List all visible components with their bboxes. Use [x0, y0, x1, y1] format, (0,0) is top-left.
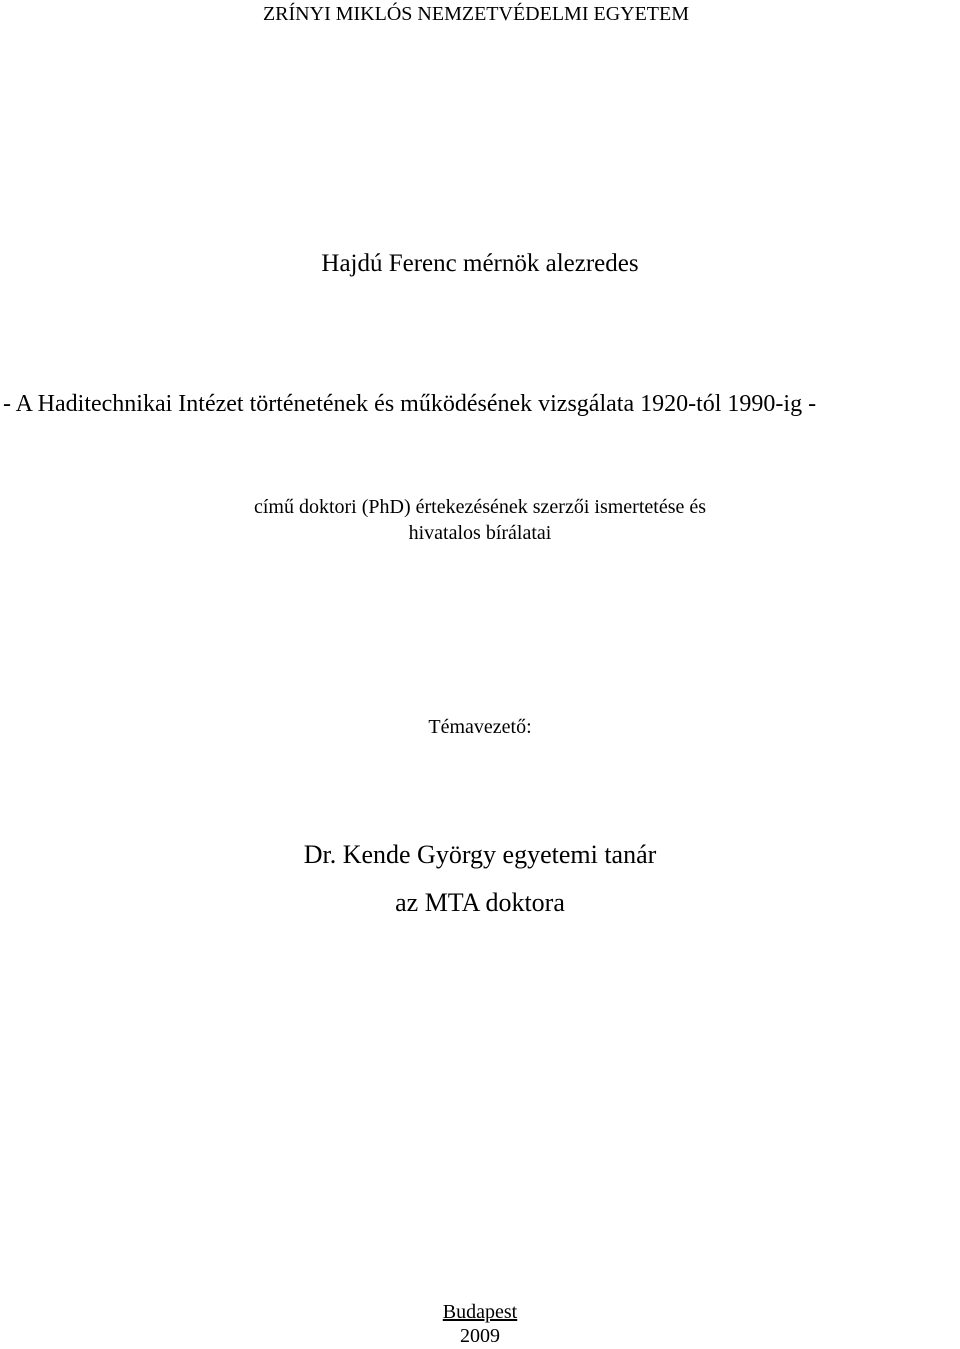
supervisor-name: Dr. Kende György egyetemi tanár — [303, 840, 657, 869]
thesis-subtitle-line-2: hivatalos bírálatai — [408, 522, 552, 544]
university-name: ZRÍNYI MIKLÓS NEMZETVÉDELMI EGYETEM — [262, 3, 690, 25]
year: 2009 — [460, 1325, 500, 1347]
thesis-subtitle-line-1: című doktori (PhD) értekezésének szerzői ismertetése és — [253, 496, 707, 518]
thesis-title: - A Haditechnikai Intézet történetének és működésének vizsgálata 1920-tól 1990-ig - — [3, 391, 817, 417]
supervisor-label: Témavezető: — [428, 716, 532, 738]
place: Budapest — [442, 1301, 518, 1323]
author-name: Hajdú Ferenc mérnök alezredes — [321, 250, 639, 277]
supervisor-title: az MTA doktora — [395, 888, 565, 917]
